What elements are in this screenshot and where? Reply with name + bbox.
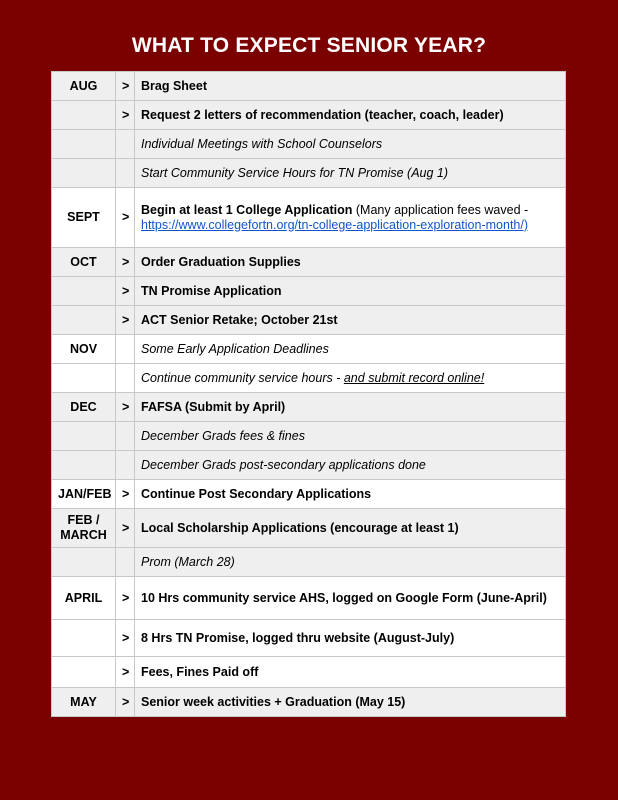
table-row — [52, 277, 566, 306]
month-cell — [52, 451, 116, 480]
table-row — [52, 72, 566, 101]
month-cell: NOV — [52, 335, 116, 364]
task-cell: 8 Hrs TN Promise, logged thru website (August-July) — [135, 620, 566, 657]
application-link[interactable]: https://www.collegefortn.org/tn-college-application-exploration-month/) — [141, 217, 528, 232]
task-cell: 10 Hrs community service AHS, logged on Google Form (June-April) — [135, 577, 566, 620]
task-cell: ACT Senior Retake; October 21st — [135, 306, 566, 335]
task-cell: Continue Post Secondary Applications — [135, 480, 566, 509]
table-row — [52, 393, 566, 422]
table-row — [52, 480, 566, 509]
arrow-cell — [116, 364, 135, 393]
task-cell: Local Scholarship Applications (encourage at least 1) — [135, 509, 566, 548]
task-cell: FAFSA (Submit by April) — [135, 393, 566, 422]
table-row — [52, 130, 566, 159]
task-cell: Senior week activities + Graduation (May 15) — [135, 688, 566, 717]
arrow-cell: > — [116, 306, 135, 335]
arrow-cell: > — [116, 101, 135, 130]
table-row — [52, 335, 566, 364]
arrow-cell: > — [116, 480, 135, 509]
task-cell: Order Graduation Supplies — [135, 248, 566, 277]
month-cell — [52, 159, 116, 188]
month-cell: DEC — [52, 393, 116, 422]
month-cell: SEPT — [52, 188, 116, 248]
table-row — [52, 688, 566, 717]
arrow-cell — [116, 451, 135, 480]
task-main-text: Continue community service hours - — [141, 370, 344, 385]
table-row — [52, 422, 566, 451]
senior-year-schedule-table — [51, 71, 566, 717]
month-line-1: FEB / — [67, 513, 100, 527]
arrow-cell: > — [116, 393, 135, 422]
month-cell: APRIL — [52, 577, 116, 620]
arrow-cell — [116, 335, 135, 364]
month-cell — [52, 548, 116, 577]
month-cell — [52, 364, 116, 393]
table-row — [52, 306, 566, 335]
table-row — [52, 509, 566, 548]
month-cell — [52, 620, 116, 657]
task-cell: Some Early Application Deadlines — [135, 335, 566, 364]
task-cell — [135, 188, 566, 248]
task-cell: Prom (March 28) — [135, 548, 566, 577]
table-row — [52, 159, 566, 188]
month-cell — [52, 306, 116, 335]
task-note-text: (Many application fees waved - — [352, 202, 529, 217]
month-cell — [52, 422, 116, 451]
task-cell: TN Promise Application — [135, 277, 566, 306]
task-cell — [135, 364, 566, 393]
arrow-cell: > — [116, 509, 135, 548]
month-cell — [52, 130, 116, 159]
arrow-cell — [116, 130, 135, 159]
task-cell: December Grads post-secondary applications done — [135, 451, 566, 480]
arrow-cell — [116, 548, 135, 577]
arrow-cell — [116, 422, 135, 451]
month-line-2: MARCH — [60, 528, 107, 542]
arrow-cell: > — [116, 688, 135, 717]
table-row — [52, 657, 566, 688]
arrow-cell: > — [116, 577, 135, 620]
month-cell: OCT — [52, 248, 116, 277]
task-cell: December Grads fees & fines — [135, 422, 566, 451]
table-row — [52, 451, 566, 480]
table-row — [52, 577, 566, 620]
arrow-cell: > — [116, 72, 135, 101]
month-cell: MAY — [52, 688, 116, 717]
page-title: WHAT TO EXPECT SENIOR YEAR? — [131, 34, 487, 57]
month-cell — [52, 657, 116, 688]
month-cell: JAN/FEB — [52, 480, 116, 509]
month-cell — [52, 509, 116, 548]
task-underlined-text: and submit record online! — [343, 370, 485, 385]
task-bold-text: Begin at least 1 College Application — [141, 202, 353, 217]
month-cell: AUG — [52, 72, 116, 101]
table-row — [52, 548, 566, 577]
arrow-cell: > — [116, 620, 135, 657]
task-cell: Start Community Service Hours for TN Promise (Aug 1) — [135, 159, 566, 188]
task-cell: Individual Meetings with School Counselors — [135, 130, 566, 159]
table-row — [52, 620, 566, 657]
month-cell — [52, 101, 116, 130]
task-cell: Brag Sheet — [135, 72, 566, 101]
arrow-cell: > — [116, 657, 135, 688]
month-cell — [52, 277, 116, 306]
arrow-cell: > — [116, 277, 135, 306]
table-row — [52, 364, 566, 393]
arrow-cell: > — [116, 248, 135, 277]
table-row — [52, 101, 566, 130]
task-cell: Fees, Fines Paid off — [135, 657, 566, 688]
arrow-cell: > — [116, 188, 135, 248]
task-cell: Request 2 letters of recommendation (teacher, coach, leader) — [135, 101, 566, 130]
table-row — [52, 188, 566, 248]
arrow-cell — [116, 159, 135, 188]
table-row — [52, 248, 566, 277]
